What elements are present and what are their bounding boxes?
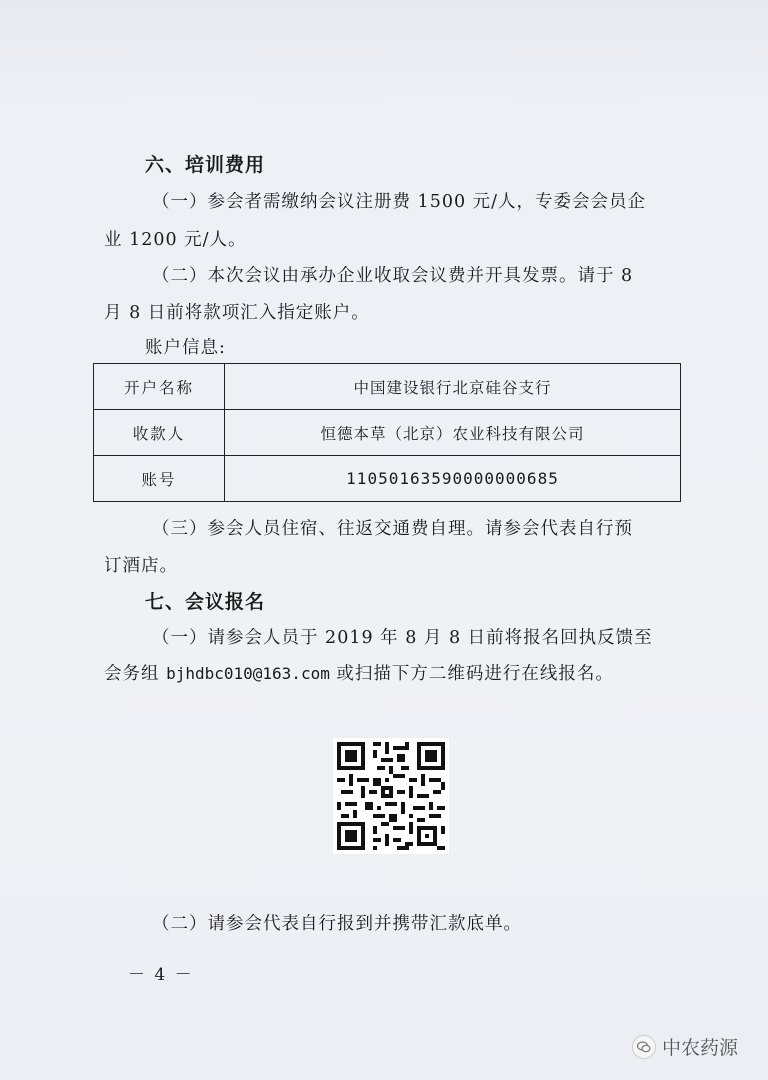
- account-payee-value: 恒德本草（北京）农业科技有限公司: [225, 410, 681, 456]
- section-6-para-3-line-2: 订酒店。: [104, 556, 178, 576]
- section-6-para-1-line-1: （一）参会者需缴纳会议注册费 1500 元/人，专委会会员企: [152, 192, 647, 212]
- page-number: － 4 －: [128, 965, 194, 985]
- account-bank-key: 开户名称: [94, 364, 225, 410]
- registration-suffix: 或扫描下方二维码进行在线报名。: [336, 664, 614, 684]
- registration-email-link[interactable]: bjhdbc010@163.com: [166, 664, 330, 683]
- section-7-para-1-line-1: （一）请参会人员于 2019 年 8 月 8 日前将报名回执反馈至: [152, 628, 653, 648]
- account-payee-key: 收款人: [94, 410, 225, 456]
- registration-prefix: 会务组: [104, 664, 160, 684]
- section-7-para-2: （二）请参会代表自行报到并携带汇款底单。: [152, 914, 522, 934]
- watermark-text: 中农药源: [662, 1037, 739, 1059]
- section-7-para-1-line-2: [104, 660, 614, 685]
- section-6-para-2-line-2: 月 8 日前将款项汇入指定账户。: [104, 303, 370, 323]
- table-row: [94, 410, 681, 456]
- account-number-value: 11050163590000000685: [225, 456, 681, 502]
- section-6-para-2-line-1: （二）本次会议由承办企业收取会议费并开具发票。请于 8: [152, 266, 634, 286]
- section-6-heading: 六、培训费用: [145, 154, 266, 176]
- account-bank-value: 中国建设银行北京硅谷支行: [225, 364, 681, 410]
- watermark: [632, 1033, 738, 1060]
- account-table: [93, 363, 681, 502]
- account-number-key: 账号: [94, 456, 225, 502]
- account-info-label: 账户信息:: [145, 338, 226, 358]
- section-6-para-1-line-2: 业 1200 元/人。: [104, 230, 247, 250]
- table-row: [94, 364, 681, 410]
- wechat-icon: [632, 1035, 656, 1059]
- registration-qr-code[interactable]: [333, 738, 449, 854]
- section-7-heading: 七、会议报名: [145, 591, 266, 613]
- table-row: [94, 456, 681, 502]
- section-6-para-3-line-1: （三）参会人员住宿、往返交通费自理。请参会代表自行预: [152, 519, 633, 539]
